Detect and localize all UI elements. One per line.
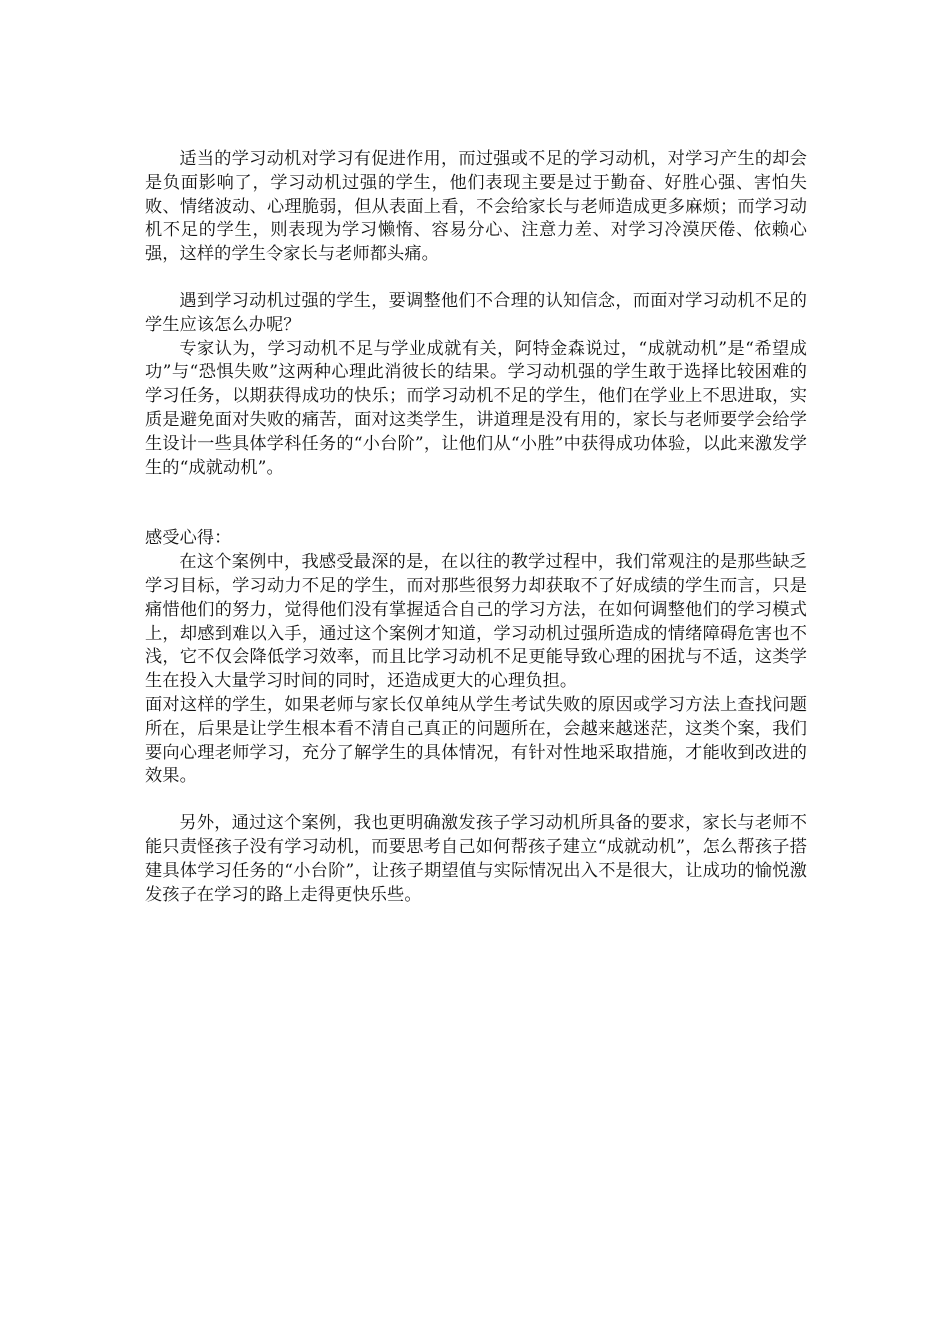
paragraph-motivation-effects: 适当的学习动机对学习有促进作用，而过强或不足的学习动机，对学习产生的却会是负面影响了，学习动机过强的学生，他们表现主要是过于勤奋、好胜心强、害怕失败、情绪波动、心理脆弱，但从表面上看，不会给家长与老师造成更多麻烦；而学习动机不足的学生，则表现为学习懒惰、容易分心、注意力差、对学习冷漠厌倦、依赖心强，这样的学生令家长与老师都头痛。	[145, 149, 807, 265]
paragraph-reflection-case: 在这个案例中，我感受最深的是，在以往的教学过程中，我们常观注的是那些缺乏学习目标，学习动力不足的学生，而对那些很努力却获取不了好成绩的学生而言，只是痛惜他们的努力，觉得他们没有掌握适合自己的学习方法，在如何调整他们的学习模式上，却感到难以入手，通过这个案例才知道，学习动机过强所造成的情绪障碍危害也不浅，它不仅会降低学习效率，而且比学习动机不足更能导致心理的困扰与不适，这类学生在投入大量学习时间的同时，还造成更大的心理负担。	[145, 552, 807, 692]
paragraph-question: 遇到学习动机过强的学生，要调整他们不合理的认知信念，而面对学习动机不足的学生应该怎么办呢？	[145, 290, 807, 335]
document-page	[145, 148, 807, 907]
section-heading-reflection: 感受心得：	[145, 528, 232, 549]
paragraph-expert-view: 专家认为，学习动机不足与学业成就有关，阿特金森说过，“成就动机”是“希望成功”与“恐惧失败”这两种心理此消彼长的结果。学习动机强的学生敢于选择比较困难的学习任务，以期获得成功的快乐；而学习动机不足的学生，他们在学业上不思进取，实质是避免面对失败的痛苦，面对这类学生，讲道理是没有用的，家长与老师要学会给学生设计一些具体学科任务的“小台阶”，让他们从“小胜”中获得成功体验，以此来激发学生的“成就动机”。	[145, 338, 807, 478]
paragraph-reflection-approach: 面对这样的学生，如果老师与家长仅单纯从学生考试失败的原因或学习方法上查找问题所在，后果是让学生根本看不清自己真正的问题所在，会越来越迷茫，这类个案，我们要向心理老师学习，充分了解学生的具体情况，有针对性地采取措施，才能收到改进的效果。	[145, 694, 807, 787]
paragraph-conclusion: 另外，通过这个案例，我也更明确激发孩子学习动机所具备的要求，家长与老师不能只责怪孩子没有学习动机，而要思考自己如何帮孩子建立“成就动机”，怎么帮孩子搭建具体学习任务的“小台阶”，让孩子期望值与实际情况出入不是很大，让成功的愉悦激发孩子在学习的路上走得更快乐些。	[145, 813, 807, 905]
